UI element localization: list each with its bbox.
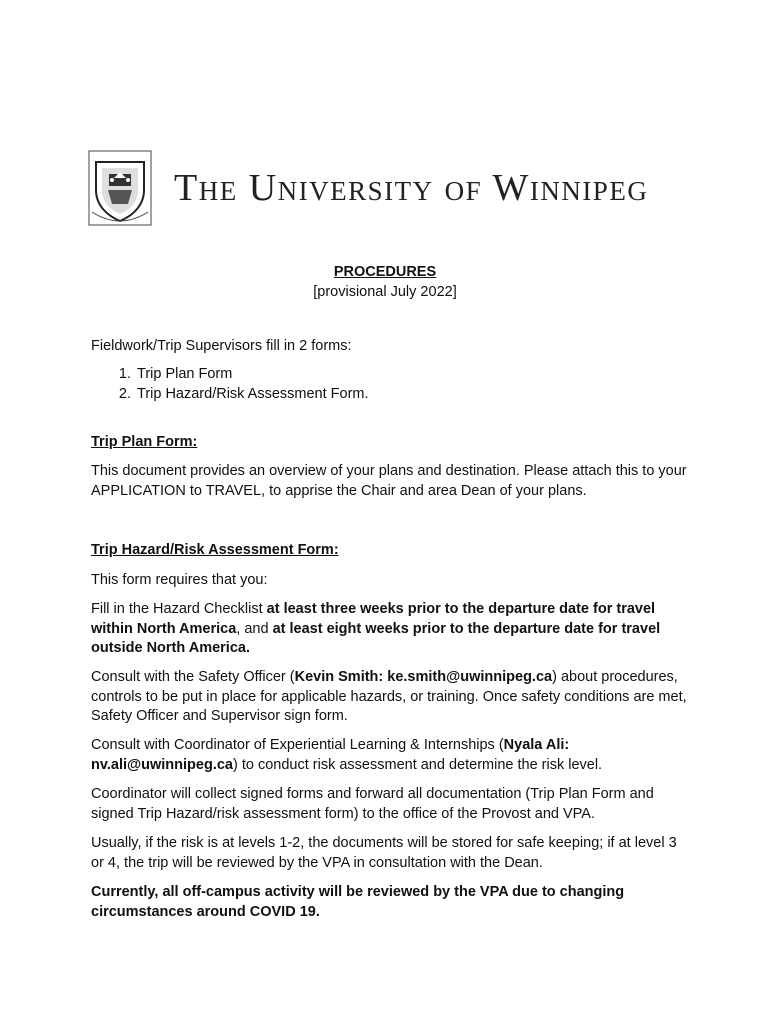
emphasis-text: at least three weeks prior to the departure date for travel within North America — [91, 601, 656, 637]
hazard-paragraph-1 — [91, 600, 691, 659]
paragraph-text: Consult with the Safety Officer ( — [91, 669, 295, 685]
forms-list-container — [91, 365, 691, 404]
hazard-heading: Trip Hazard/Risk Assessment Form: — [91, 542, 339, 558]
letterhead — [88, 150, 708, 226]
paragraph-text: Fill in the Hazard Checklist — [91, 601, 267, 617]
paragraph-text: ) to conduct risk assessment and determine the risk level. — [232, 756, 603, 773]
coordinator-contact: Nyala Ali: nv.ali@uwinnipeg.ca — [91, 737, 570, 773]
university-crest-icon — [88, 150, 152, 226]
paragraph-text: Consult with Coordinator of Experiential Learning & Internships ( — [91, 737, 504, 753]
hazard-paragraph-2 — [91, 668, 691, 727]
hazard-paragraph-3 — [91, 736, 691, 775]
emphasis-text: at least eight weeks prior to the departure date for travel outside North America. — [91, 620, 661, 656]
paragraph-text: ) about procedures, controls to be put in place for applicable hazards, or training. Once safety conditions are met, Safety Officer and Supervisor sign form. — [91, 669, 687, 724]
university-name: The University of Winnipeg — [174, 167, 649, 209]
procedures-title: PROCEDURES — [333, 264, 437, 280]
paragraph-text: , and — [236, 620, 273, 637]
safety-officer-contact: Kevin Smith: ke.smith@uwinnipeg.ca — [294, 669, 553, 685]
trip-plan-heading: Trip Plan Form: — [91, 434, 198, 450]
list-item: 2. Trip Hazard/Risk Assessment Form. — [135, 385, 691, 405]
hazard-paragraph-4: Coordinator will collect signed forms and forward all documentation (Trip Plan Form and signed Trip Hazard/risk assessment form) to the office of the Provost and VPA. — [91, 786, 654, 822]
trip-plan-text: This document provides an overview of your plans and destination. Please attach this to your APPLICATION to TRAVEL, to apprise the Chair and area Dean of your plans. — [91, 463, 687, 499]
covid-notice: Currently, all off-campus activity will be reviewed by the VPA due to changing circumstances around COVID 19. — [91, 884, 625, 920]
hazard-paragraph-5: Usually, if the risk is at levels 1-2, the documents will be stored for safe keeping; if at level 3 or 4, the trip will be reviewed by the VPA in consultation with the Dean. — [91, 835, 677, 871]
hazard-intro: This form requires that you: — [91, 572, 268, 588]
procedures-subtitle: [provisional July 2022] — [313, 284, 457, 300]
intro-text: Fieldwork/Trip Supervisors fill in 2 forms: — [91, 338, 352, 354]
list-item: 1. Trip Plan Form — [135, 365, 691, 385]
forms-list — [91, 365, 691, 404]
